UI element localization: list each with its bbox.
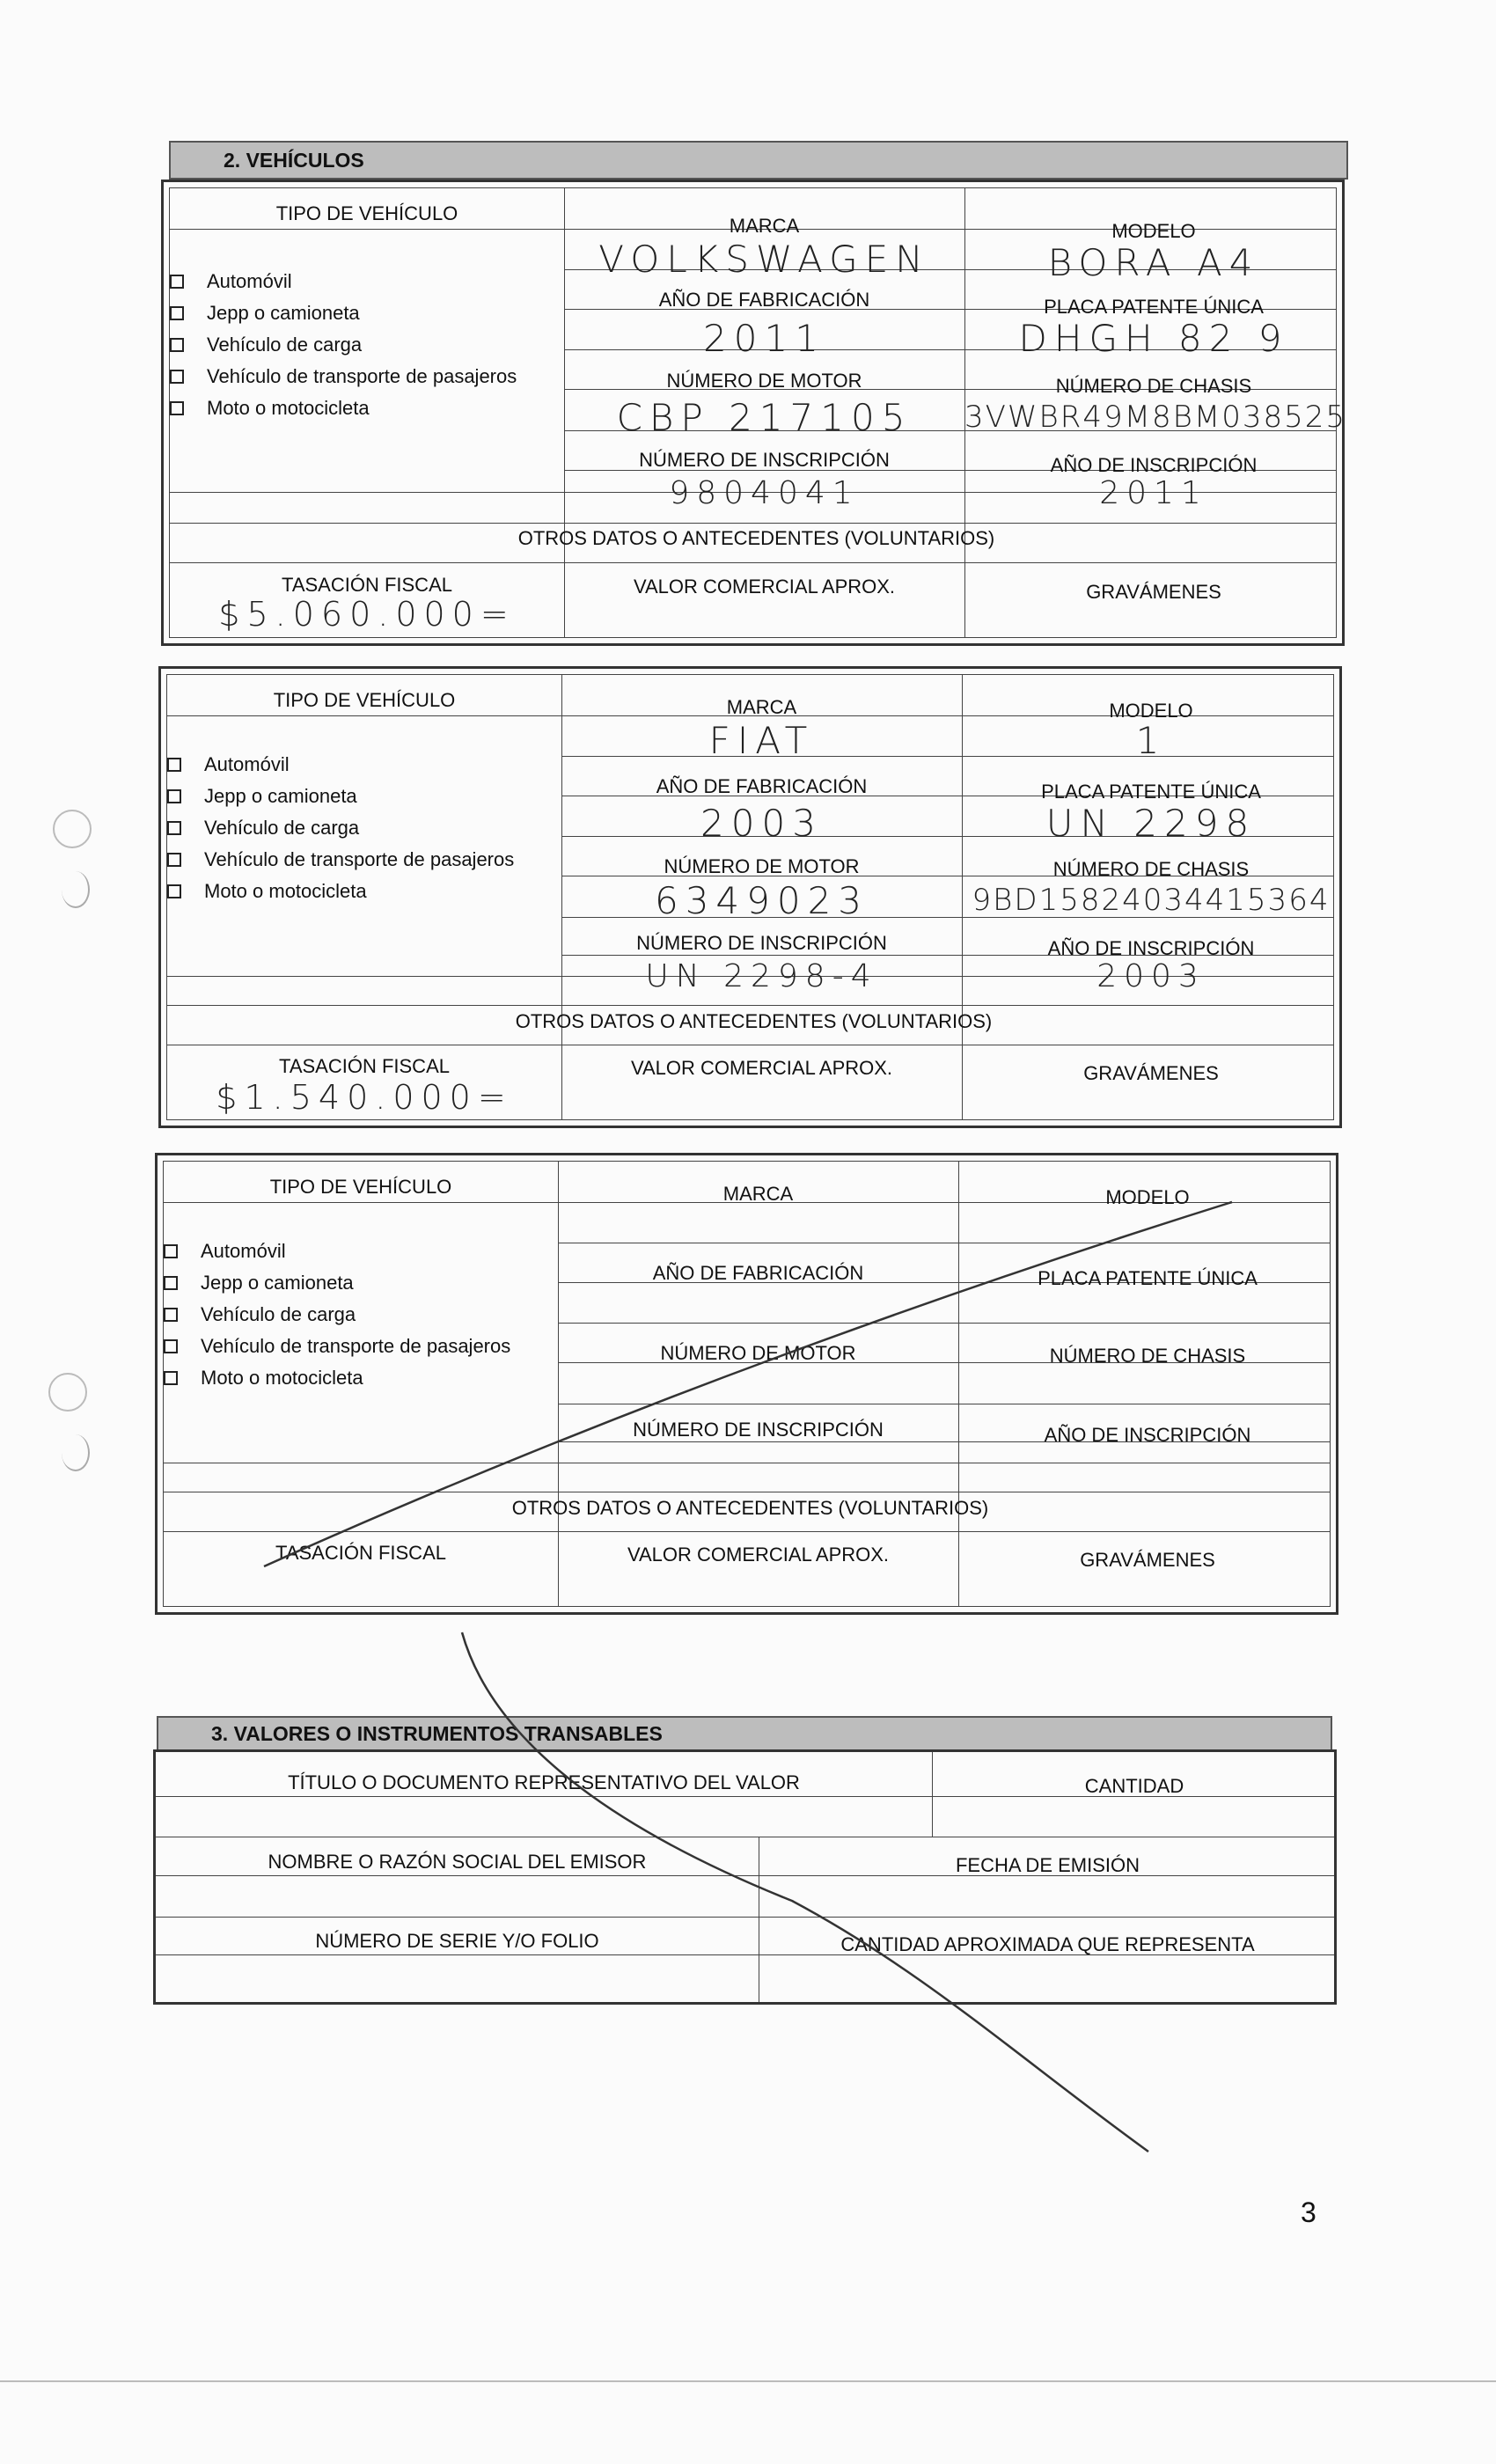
value-tasacion: $1.540.000= [216, 1078, 513, 1117]
label-chasis: NÚMERO DE CHASIS [1052, 858, 1250, 880]
value-marca: VOLKSWAGEN [598, 238, 930, 281]
cross-out-line-securities [462, 1632, 1148, 2152]
option-camioneta[interactable]: Jepp o camioneta [164, 1267, 510, 1299]
option-moto[interactable]: Moto o motocicleta [167, 876, 514, 907]
value-modelo: 1 [1135, 719, 1167, 762]
label-emisor: NOMBRE O RAZÓN SOCIAL DEL EMISOR [268, 1851, 647, 1873]
label-otros: OTROS DATOS O ANTECEDENTES (VOLUNTARIOS) [511, 1497, 989, 1519]
label-placa: PLACA PATENTE ÚNICA [1038, 1267, 1258, 1289]
label-gravamenes: GRAVÁMENES [1080, 1549, 1215, 1571]
label-modelo: MODELO [1111, 220, 1196, 242]
value-chasis: 9BD15824034415364 [972, 883, 1331, 918]
label-anio-insc: AÑO DE INSCRIPCIÓN [1047, 937, 1255, 959]
value-motor: CBP 217105 [616, 396, 913, 439]
label-valor: VALOR COMERCIAL APROX. [630, 1057, 893, 1079]
label-chasis: NÚMERO DE CHASIS [1055, 375, 1252, 397]
value-inscripcion: 9804041 [669, 475, 860, 511]
value-anio-fab: 2003 [700, 802, 823, 845]
value-anio-insc: 2011 [1099, 475, 1208, 511]
section-title: 3. VALORES O INSTRUMENTOS TRANSABLES [211, 1721, 663, 1745]
label-modelo: MODELO [1105, 1186, 1190, 1208]
label-anio-fab: AÑO DE FABRICACIÓN [656, 775, 868, 797]
value-tasacion: $5.060.000= [218, 595, 516, 634]
label-anio-insc: AÑO DE INSCRIPCIÓN [1044, 1424, 1251, 1446]
option-moto[interactable]: Moto o motocicleta [164, 1362, 510, 1394]
label-serie: NÚMERO DE SERIE Y/O FOLIO [315, 1930, 599, 1952]
label-placa: PLACA PATENTE ÚNICA [1041, 781, 1261, 803]
punch-hole-mark [62, 871, 90, 908]
value-placa: UN 2298 [1045, 802, 1257, 845]
option-pasajeros[interactable]: Vehículo de transporte de pasajeros [167, 844, 514, 876]
option-pasajeros[interactable]: Vehículo de transporte de pasajeros [170, 361, 517, 392]
option-carga[interactable]: Vehículo de carga [170, 329, 517, 361]
label-chasis: NÚMERO DE CHASIS [1049, 1345, 1246, 1367]
label-modelo: MODELO [1109, 700, 1193, 722]
label-valor: VALOR COMERCIAL APROX. [627, 1544, 890, 1566]
label-cantidad: CANTIDAD [1084, 1775, 1184, 1797]
label-tipo: TIPO DE VEHÍCULO [269, 1176, 452, 1198]
label-valor: VALOR COMERCIAL APROX. [633, 576, 896, 598]
punch-hole-mark [62, 1434, 90, 1471]
option-carga[interactable]: Vehículo de carga [164, 1299, 510, 1331]
option-moto[interactable]: Moto o motocicleta [170, 392, 517, 424]
label-inscripcion: NÚMERO DE INSCRIPCIÓN [639, 449, 890, 471]
value-chasis: 3VWBR49M8BM038525 [964, 400, 1347, 435]
option-carga[interactable]: Vehículo de carga [167, 812, 514, 844]
label-otros: OTROS DATOS O ANTECEDENTES (VOLUNTARIOS) [517, 527, 995, 549]
label-motor: NÚMERO DE MOTOR [664, 855, 860, 877]
option-automovil[interactable]: Automóvil [167, 749, 514, 781]
section-title: 2. VEHÍCULOS [224, 148, 364, 172]
option-automovil[interactable]: Automóvil [170, 266, 517, 297]
value-placa: DHGH 82 9 [1018, 317, 1289, 360]
label-inscripcion: NÚMERO DE INSCRIPCIÓN [633, 1419, 884, 1441]
label-marca: MARCA [722, 1183, 794, 1205]
label-otros: OTROS DATOS O ANTECEDENTES (VOLUNTARIOS) [515, 1010, 993, 1032]
label-titulo: TÍTULO O DOCUMENTO REPRESENTATIVO DEL VALOR [288, 1771, 800, 1793]
label-marca: MARCA [729, 215, 800, 237]
label-tasacion: TASACIÓN FISCAL [275, 1542, 446, 1564]
label-tasacion: TASACIÓN FISCAL [279, 1055, 450, 1077]
punch-hole-mark [53, 810, 92, 848]
value-anio-insc: 2003 [1096, 958, 1206, 994]
label-anio-fab: AÑO DE FABRICACIÓN [652, 1262, 864, 1284]
punch-hole-mark [48, 1373, 87, 1412]
label-tipo: TIPO DE VEHÍCULO [273, 689, 456, 711]
label-anio-fab: AÑO DE FABRICACIÓN [658, 289, 870, 311]
option-automovil[interactable]: Automóvil [164, 1236, 510, 1267]
value-marca: FIAT [708, 719, 815, 762]
label-anio-insc: AÑO DE INSCRIPCIÓN [1050, 454, 1258, 476]
label-tipo: TIPO DE VEHÍCULO [275, 202, 458, 224]
value-modelo: BORA A4 [1047, 241, 1260, 284]
cross-out-line-vehicle-3 [264, 1202, 1232, 1566]
label-cantidad-aprox: CANTIDAD APROXIMADA QUE REPRESENTA [840, 1933, 1255, 1955]
option-camioneta[interactable]: Jepp o camioneta [170, 297, 517, 329]
label-inscripcion: NÚMERO DE INSCRIPCIÓN [636, 932, 887, 954]
label-motor: NÚMERO DE MOTOR [666, 370, 862, 392]
page-number: 3 [1301, 2196, 1316, 2228]
label-marca: MARCA [726, 696, 797, 718]
option-pasajeros[interactable]: Vehículo de transporte de pasajeros [164, 1331, 510, 1362]
label-motor: NÚMERO DE MOTOR [660, 1342, 856, 1364]
label-gravamenes: GRAVÁMENES [1086, 581, 1221, 603]
label-fecha: FECHA DE EMISIÓN [955, 1854, 1140, 1876]
option-camioneta[interactable]: Jepp o camioneta [167, 781, 514, 812]
label-tasacion: TASACIÓN FISCAL [282, 574, 452, 596]
value-inscripcion: UN 2298-4 [645, 958, 878, 994]
label-gravamenes: GRAVÁMENES [1083, 1062, 1219, 1084]
label-placa: PLACA PATENTE ÚNICA [1044, 296, 1264, 318]
value-motor: 6349023 [654, 879, 869, 922]
value-anio-fab: 2011 [703, 317, 825, 360]
scan-bottom-artifact [0, 2380, 1496, 2382]
